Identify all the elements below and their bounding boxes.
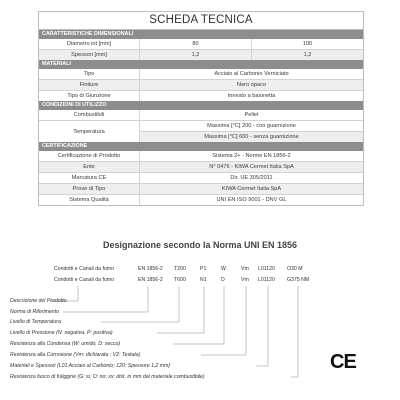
- row-value: Dir. UE 305/2011: [230, 175, 273, 181]
- legend-item: Norma di Riferimento: [10, 309, 60, 315]
- ce-mark-logo: CE: [330, 351, 356, 373]
- legend-item: Resistenza fuoco di fuliggine (G: si, O: no; xx: dist. in mm dal materiale combustibile): [10, 374, 205, 380]
- row-value: KIWA Cermet Italia SpA: [221, 186, 282, 192]
- row-label: Temperatura: [39, 121, 140, 142]
- row-value: Innesto a baionetta: [227, 93, 276, 99]
- row-value: Pellet: [244, 112, 259, 118]
- designation-code: N1: [200, 277, 207, 283]
- designation-code: T200: [174, 266, 186, 272]
- row-label: Certificazione di Prodotto: [39, 151, 140, 161]
- designation-title: Designazione secondo la Norma UNI EN 1856: [102, 240, 298, 250]
- designation-code: T600: [174, 277, 186, 283]
- row-value: 80: [140, 39, 252, 49]
- row-value: Massima [°C] 200 - con guarnizione: [207, 123, 296, 129]
- row-value: UNI EN ISO 9001 - DNV GL: [216, 197, 287, 203]
- designation-code: EN 1856-2: [138, 266, 163, 272]
- row-label: Ente: [39, 162, 140, 172]
- designation-code: Condotti e Canali da fumo: [54, 277, 114, 283]
- designation-code: Condotti e Canali da fumo: [54, 266, 114, 272]
- row-label: Tipo: [39, 69, 140, 79]
- row-label: Finiture: [39, 80, 140, 90]
- section-materials: MATERIALI: [39, 60, 363, 69]
- section-certification: CERTIFICAZIONE: [39, 142, 363, 151]
- row-label: Spessori [mm]: [39, 50, 140, 60]
- legend-item: Livello di Pressione (N: negativa, P: positiva): [10, 330, 113, 336]
- row-value: N° 0476 - KIWA Cermet Italia SpA: [209, 164, 294, 170]
- legend-item: Materiali e Spessori (L01 Acciaio al Carbonio; 120: Spessore 1,2 mm): [10, 363, 171, 369]
- designation-code: Vm: [241, 266, 249, 272]
- row-label: Sistema Qualità: [39, 195, 140, 205]
- designation-code: P1: [200, 266, 207, 272]
- designation-code: Vm: [241, 277, 249, 283]
- section-dimensions: CARATTERISTICHE DIMENSIONALI: [39, 30, 363, 39]
- legend-item: Descrizione del Prodotto: [10, 298, 67, 304]
- designation-code: G375 NM: [287, 277, 310, 283]
- section-usage: CONDIZIONI DI UTILIZZO: [39, 101, 363, 110]
- designation-code: L01120: [258, 277, 275, 283]
- sheet-title: SCHEDA TECNICA: [39, 12, 363, 30]
- designation-code: O30 M: [287, 266, 303, 272]
- designation-code: W: [221, 266, 226, 272]
- row-value: 1,2: [140, 50, 252, 60]
- designation-code: EN 1856-2: [138, 277, 163, 283]
- legend-item: Resistenza alla Corrosione (Vm: dichiarata ; V2: Testata): [10, 352, 141, 358]
- row-value: 100: [302, 41, 313, 47]
- row-label: Prove di Tipo: [39, 184, 140, 194]
- row-value: Sistema 2+ - Norme EN 1856-2: [212, 153, 291, 159]
- legend-item: Livello di Temperatura: [10, 319, 61, 325]
- row-label: Marcatura CE: [39, 173, 140, 183]
- designation-code: L01120: [258, 266, 275, 272]
- row-value: Nero opaco: [237, 82, 266, 88]
- row-value: Acciaio al Carbonio Verniciato: [214, 71, 289, 77]
- row-value: Massima [°C] 600 - senza guarnizione: [140, 131, 363, 142]
- legend-item: Resistenza alla Condensa (W: umido, D: secco): [10, 341, 121, 347]
- row-label: Combustibili: [39, 110, 140, 120]
- row-label: Tipo di Giunzione: [39, 91, 140, 101]
- designation-code: D: [221, 277, 225, 283]
- row-value: 1,2: [303, 52, 312, 58]
- row-label: Diametro int [mm]: [39, 39, 140, 49]
